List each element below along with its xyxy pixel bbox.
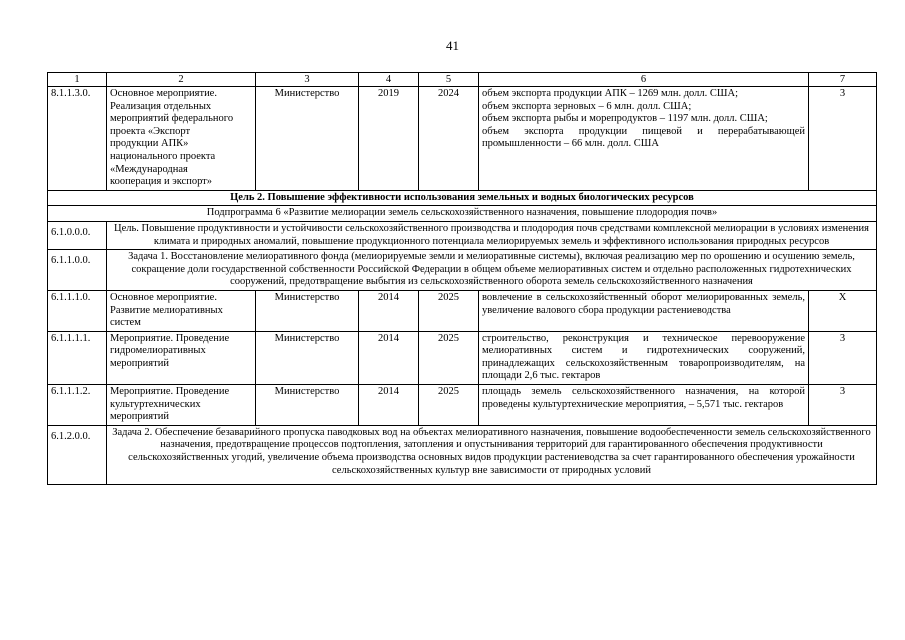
column-number: 6 bbox=[479, 73, 809, 87]
start-year: 2014 bbox=[359, 290, 419, 331]
measure-code: 6.1.0.0.0. bbox=[48, 221, 107, 249]
column-number: 3 bbox=[256, 73, 359, 87]
result-line: объем экспорта продукции пищевой и перерабатывающей промышленности – 66 млн. долл. США bbox=[482, 125, 805, 150]
measures-table bbox=[47, 72, 877, 485]
table-row bbox=[48, 425, 877, 484]
measure-code: 6.1.2.0.0. bbox=[48, 425, 107, 484]
expected-result bbox=[479, 87, 809, 191]
executor: Министерство bbox=[256, 87, 359, 191]
column-number-row bbox=[48, 73, 877, 87]
measure-code: 8.1.1.3.0. bbox=[48, 87, 107, 191]
goal-description: Цель. Повышение продуктивности и устойчивости сельскохозяйственного производства и плодородия почв средствами комплексной мелиорации в условиях изменения климата и природных аномалий, повышение продукционного потенциала мелиорируемых земель и эффективного использования природных ресурсов bbox=[107, 221, 877, 249]
link-indicator: 3 bbox=[809, 331, 877, 384]
table-row bbox=[48, 87, 877, 191]
end-year: 2025 bbox=[419, 331, 479, 384]
column-number: 2 bbox=[107, 73, 256, 87]
table-row bbox=[48, 385, 877, 426]
measure-code: 6.1.1.1.1. bbox=[48, 331, 107, 384]
link-indicator: 3 bbox=[809, 87, 877, 191]
column-number: 4 bbox=[359, 73, 419, 87]
measure-name: Основное мероприятие. Развитие мелиоративных систем bbox=[107, 290, 256, 331]
table-row bbox=[48, 290, 877, 331]
link-indicator: 3 bbox=[809, 385, 877, 426]
goal-row bbox=[48, 190, 877, 206]
measure-code: 6.1.1.1.0. bbox=[48, 290, 107, 331]
result-line: объем экспорта продукции АПК – 1269 млн. долл. США; bbox=[482, 88, 738, 99]
task-description: Задача 2. Обеспечение безаварийного пропуска паводковых вод на объектах мелиоративного назначения, повышение водообеспеченности земель сельскохозяйственного назначения, предотвращение процессов подтопления, затопления и опустынивания территорий для гарантированного обеспечения продуктивности сельскохозяйственных угодий, увеличение объема производства основных видов продукции растениеводства за счет гарантированного обеспечения урожайности сельскохозяйственных культур вне зависимости от природных условий bbox=[107, 425, 877, 484]
start-year: 2014 bbox=[359, 331, 419, 384]
executor: Министерство bbox=[256, 385, 359, 426]
goal-heading: Цель 2. Повышение эффективности использования земельных и водных биологических ресурсов bbox=[48, 190, 877, 206]
result-line: строительство, реконструкция и техническое перевооружение мелиоративных систем и гидротехнических сооружений, принадлежащих сельскохозяйственным товаропроизводителям, на площади 2,6 тыс. гектаров bbox=[482, 332, 805, 382]
executor: Министерство bbox=[256, 331, 359, 384]
column-number: 1 bbox=[48, 73, 107, 87]
start-year: 2014 bbox=[359, 385, 419, 426]
result-line: объем экспорта рыбы и морепродуктов – 1197 млн. долл. США; bbox=[482, 113, 768, 125]
measure-code: 6.1.1.1.2. bbox=[48, 385, 107, 426]
table-row bbox=[48, 221, 877, 249]
measure-name: Основное мероприятие. Реализация отдельных мероприятий федерального проекта «Экспорт продукции АПК» национального проекта «Международная кооперация и экспорт» bbox=[107, 87, 256, 191]
task-description: Задача 1. Восстановление мелиоративного фонда (мелиорируемые земли и мелиоративные системы), включая реализацию мер по орошению и осушению земель, сокращение доли государственной собственности Российской Федерации в общем объеме мелиоративных систем и отдельно расположенных гидротехнических сооружений, предотвращение выбытия из сельскохозяйственного оборота земель сельскохозяйственного назначения bbox=[107, 250, 877, 291]
expected-result bbox=[479, 290, 809, 331]
subprogram-row bbox=[48, 206, 877, 222]
page-number: 41 bbox=[446, 38, 459, 53]
measure-name: Мероприятие. Проведение культуртехнических мероприятий bbox=[107, 385, 256, 426]
column-number: 5 bbox=[419, 73, 479, 87]
result-line: объем экспорта зерновых – 6 млн. долл. США; bbox=[482, 100, 692, 112]
measure-name: Мероприятие. Проведение гидромелиоративных мероприятий bbox=[107, 331, 256, 384]
expected-result bbox=[479, 385, 809, 426]
start-year: 2019 bbox=[359, 87, 419, 191]
table-row bbox=[48, 331, 877, 384]
end-year: 2025 bbox=[419, 385, 479, 426]
expected-result bbox=[479, 331, 809, 384]
column-number: 7 bbox=[809, 73, 877, 87]
executor: Министерство bbox=[256, 290, 359, 331]
result-line: площадь земель сельскохозяйственного назначения, на которой проведены культуртехнические мероприятия, – 5,571 тыс. гектаров bbox=[482, 386, 805, 410]
end-year: 2024 bbox=[419, 87, 479, 191]
subprogram-heading: Подпрограмма 6 «Развитие мелиорации земель сельскохозяйственного назначения, повышение плодородия почв» bbox=[48, 206, 877, 222]
table-row bbox=[48, 250, 877, 291]
measure-code: 6.1.1.0.0. bbox=[48, 250, 107, 291]
end-year: 2025 bbox=[419, 290, 479, 331]
result-line: вовлечение в сельскохозяйственный оборот мелиорированных земель, увеличение валового сбора продукции растениеводства bbox=[482, 291, 805, 316]
link-indicator: X bbox=[809, 290, 877, 331]
